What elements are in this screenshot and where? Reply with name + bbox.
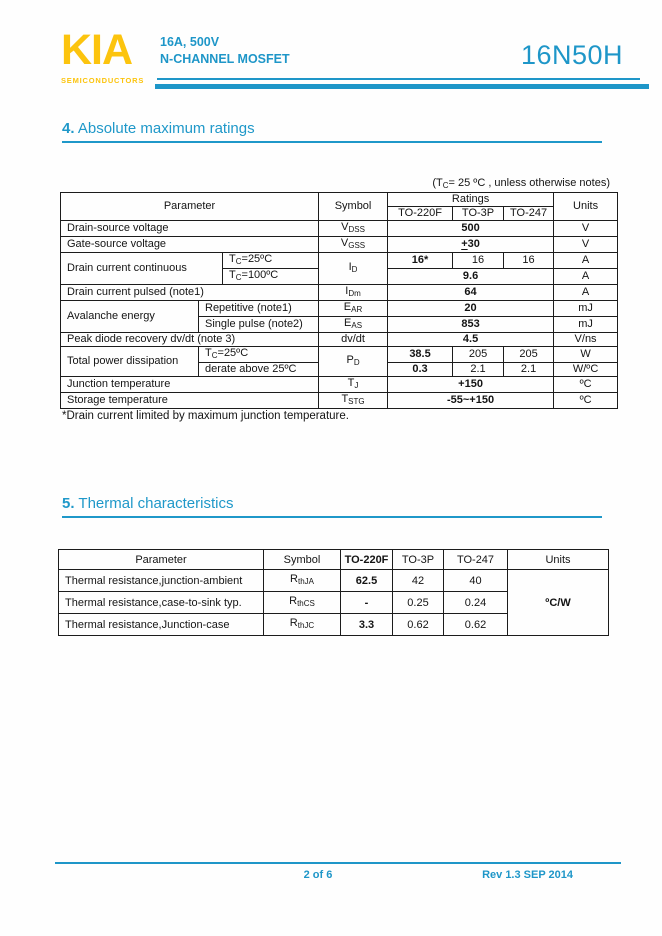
rating-cell: 853 [388,317,554,333]
table-row-pd-25c [61,347,618,363]
symbol-cell: $V_{DSS}$ [319,221,388,237]
param-group-cell: Avalanche energy [61,301,199,333]
test-condition-note: ($T_C= 25$ ºC , unless otherwise notes) [432,177,610,190]
symbol-cell: dv/dt [319,333,388,347]
condition-cell: derate above 25ºC [199,363,319,377]
rating-cell-to3p: 16 [453,253,504,269]
value-cell-to247: 40 [444,570,508,592]
table-row-rthja [59,570,609,592]
section-number: 5. [62,495,75,512]
header-package-to220f: TO-220F [388,207,453,221]
rating-cell-to247: 205 [504,347,554,363]
rating-cell-to220f: 38.5 [388,347,453,363]
param-cell: Storage temperature [61,393,319,409]
table-header-row [61,193,618,207]
rating-cell-to220f: 16* [388,253,453,269]
symbol-cell: $V_{GSS}$ [319,237,388,253]
table-header-row [59,550,609,570]
value-cell-to3p: 42 [393,570,444,592]
rating-cell-to3p: 205 [453,347,504,363]
header-package-to247: TO-247 [504,207,554,221]
section-title-thermal-characteristics [62,495,602,518]
header-symbol: Symbol [319,193,388,221]
product-type-line: N-CHANNEL MOSFET [160,52,290,66]
rating-cell: 64 [388,285,554,301]
value-cell-to220f: - [341,592,393,614]
condition-cell: Single pulse (note2) [199,317,319,333]
unit-cell: A [554,253,618,269]
param-cell: Junction temperature [61,377,319,393]
symbol-cell: $I_{Dm}$ [319,285,388,301]
brand-logo-text: KIA [61,26,133,74]
header-symbol: Symbol [264,550,341,570]
table-footnote: *Drain current limited by maximum junction temperature. [62,410,349,422]
table-row-id-25c [61,253,618,269]
rating-cell: -55~+150 [388,393,554,409]
unit-cell: W [554,347,618,363]
symbol-cell: $R_{thJA}$ [264,570,341,592]
header-package-to220f: TO-220F [341,550,393,570]
footer-rule [55,862,621,864]
part-number: 16N50H [520,40,623,70]
value-cell-to220f: 3.3 [341,614,393,636]
symbol-cell: $E_{AR}$ [319,301,388,317]
header-parameter: Parameter [59,550,264,570]
product-info [160,34,290,68]
rating-cell-to3p: 2.1 [453,363,504,377]
unit-cell: ºC [554,393,618,409]
symbol-cell: $T_J$ [319,377,388,393]
param-cell: Thermal resistance,junction-ambient [59,570,264,592]
header-package-to247: TO-247 [444,550,508,570]
unit-cell: mJ [554,301,618,317]
condition-cell: Repetitive (note1) [199,301,319,317]
header-rule-thin [157,78,640,80]
condition-cell: $T_C=25ºC$ [223,253,319,269]
unit-cell: A [554,269,618,285]
value-cell-to220f: 62.5 [341,570,393,592]
header-parameter: Parameter [61,193,319,221]
section-label: Absolute maximum ratings [77,120,255,137]
header-units: Units [508,550,609,570]
symbol-cell: $E_{AS}$ [319,317,388,333]
header-rule-thick [155,84,649,89]
brand-logo [61,27,144,85]
param-cell: Thermal resistance,Junction-case [59,614,264,636]
param-cell: Thermal resistance,case-to-sink typ. [59,592,264,614]
unit-cell: V [554,237,618,253]
symbol-cell: $R_{thCS}$ [264,592,341,614]
symbol-cell: $T_{STG}$ [319,393,388,409]
table-row-dvdt [61,333,618,347]
revision-label: Rev 1.3 SEP 2014 [482,869,573,881]
symbol-cell: $I_D$ [319,253,388,285]
param-cell: Drain-source voltage [61,221,319,237]
param-cell: Peak diode recovery dv/dt (note 3) [61,333,319,347]
unit-cell: mJ [554,317,618,333]
table-row-ear [61,301,618,317]
header-units: Units [554,193,618,221]
param-group-cell: Total power dissipation [61,347,199,377]
condition-cell: $T_C=100ºC$ [223,269,319,285]
rating-cell-to247: 16 [504,253,554,269]
param-cell: Drain current pulsed (note1) [61,285,319,301]
unit-cell: V/ns [554,333,618,347]
value-cell-to3p: 0.62 [393,614,444,636]
table-row-tstg [61,393,618,409]
thermal-characteristics-table [58,549,609,636]
table-row-vdss [61,221,618,237]
rating-cell: 500 [388,221,554,237]
table-row-vgss [61,237,618,253]
unit-cell: A [554,285,618,301]
page-number: 2 of 6 [303,869,333,881]
value-cell-to247: 0.24 [444,592,508,614]
param-group-cell: Drain current continuous [61,253,223,285]
absolute-maximum-ratings-table [60,192,618,409]
unit-cell: ºC/W [508,570,609,636]
product-rating-line: 16A, 500V [160,35,220,49]
section-number: 4. [62,120,75,137]
rating-cell-to247: 2.1 [504,363,554,377]
section-label: Thermal characteristics [78,495,234,512]
unit-cell: ºC [554,377,618,393]
header-package-to3p: TO-3P [393,550,444,570]
table-row-idm [61,285,618,301]
table-row-tj [61,377,618,393]
rating-cell: +30 [388,237,554,253]
rating-cell: 9.6 [388,269,554,285]
value-cell-to247: 0.62 [444,614,508,636]
header-package-to3p: TO-3P [453,207,504,221]
param-cell: Gate-source voltage [61,237,319,253]
rating-cell: 4.5 [388,333,554,347]
unit-cell: V [554,221,618,237]
rating-cell: 20 [388,301,554,317]
rating-cell: +150 [388,377,554,393]
value-cell-to3p: 0.25 [393,592,444,614]
brand-tagline: SEMICONDUCTORS [61,76,145,85]
condition-cell: $T_C=25ºC$ [199,347,319,363]
symbol-cell: $P_D$ [319,347,388,377]
symbol-cell: $R_{thJC}$ [264,614,341,636]
section-title-absolute-maximum-ratings [62,120,602,143]
header-ratings: Ratings [388,193,554,207]
unit-cell: W/ºC [554,363,618,377]
rating-cell-to220f: 0.3 [388,363,453,377]
